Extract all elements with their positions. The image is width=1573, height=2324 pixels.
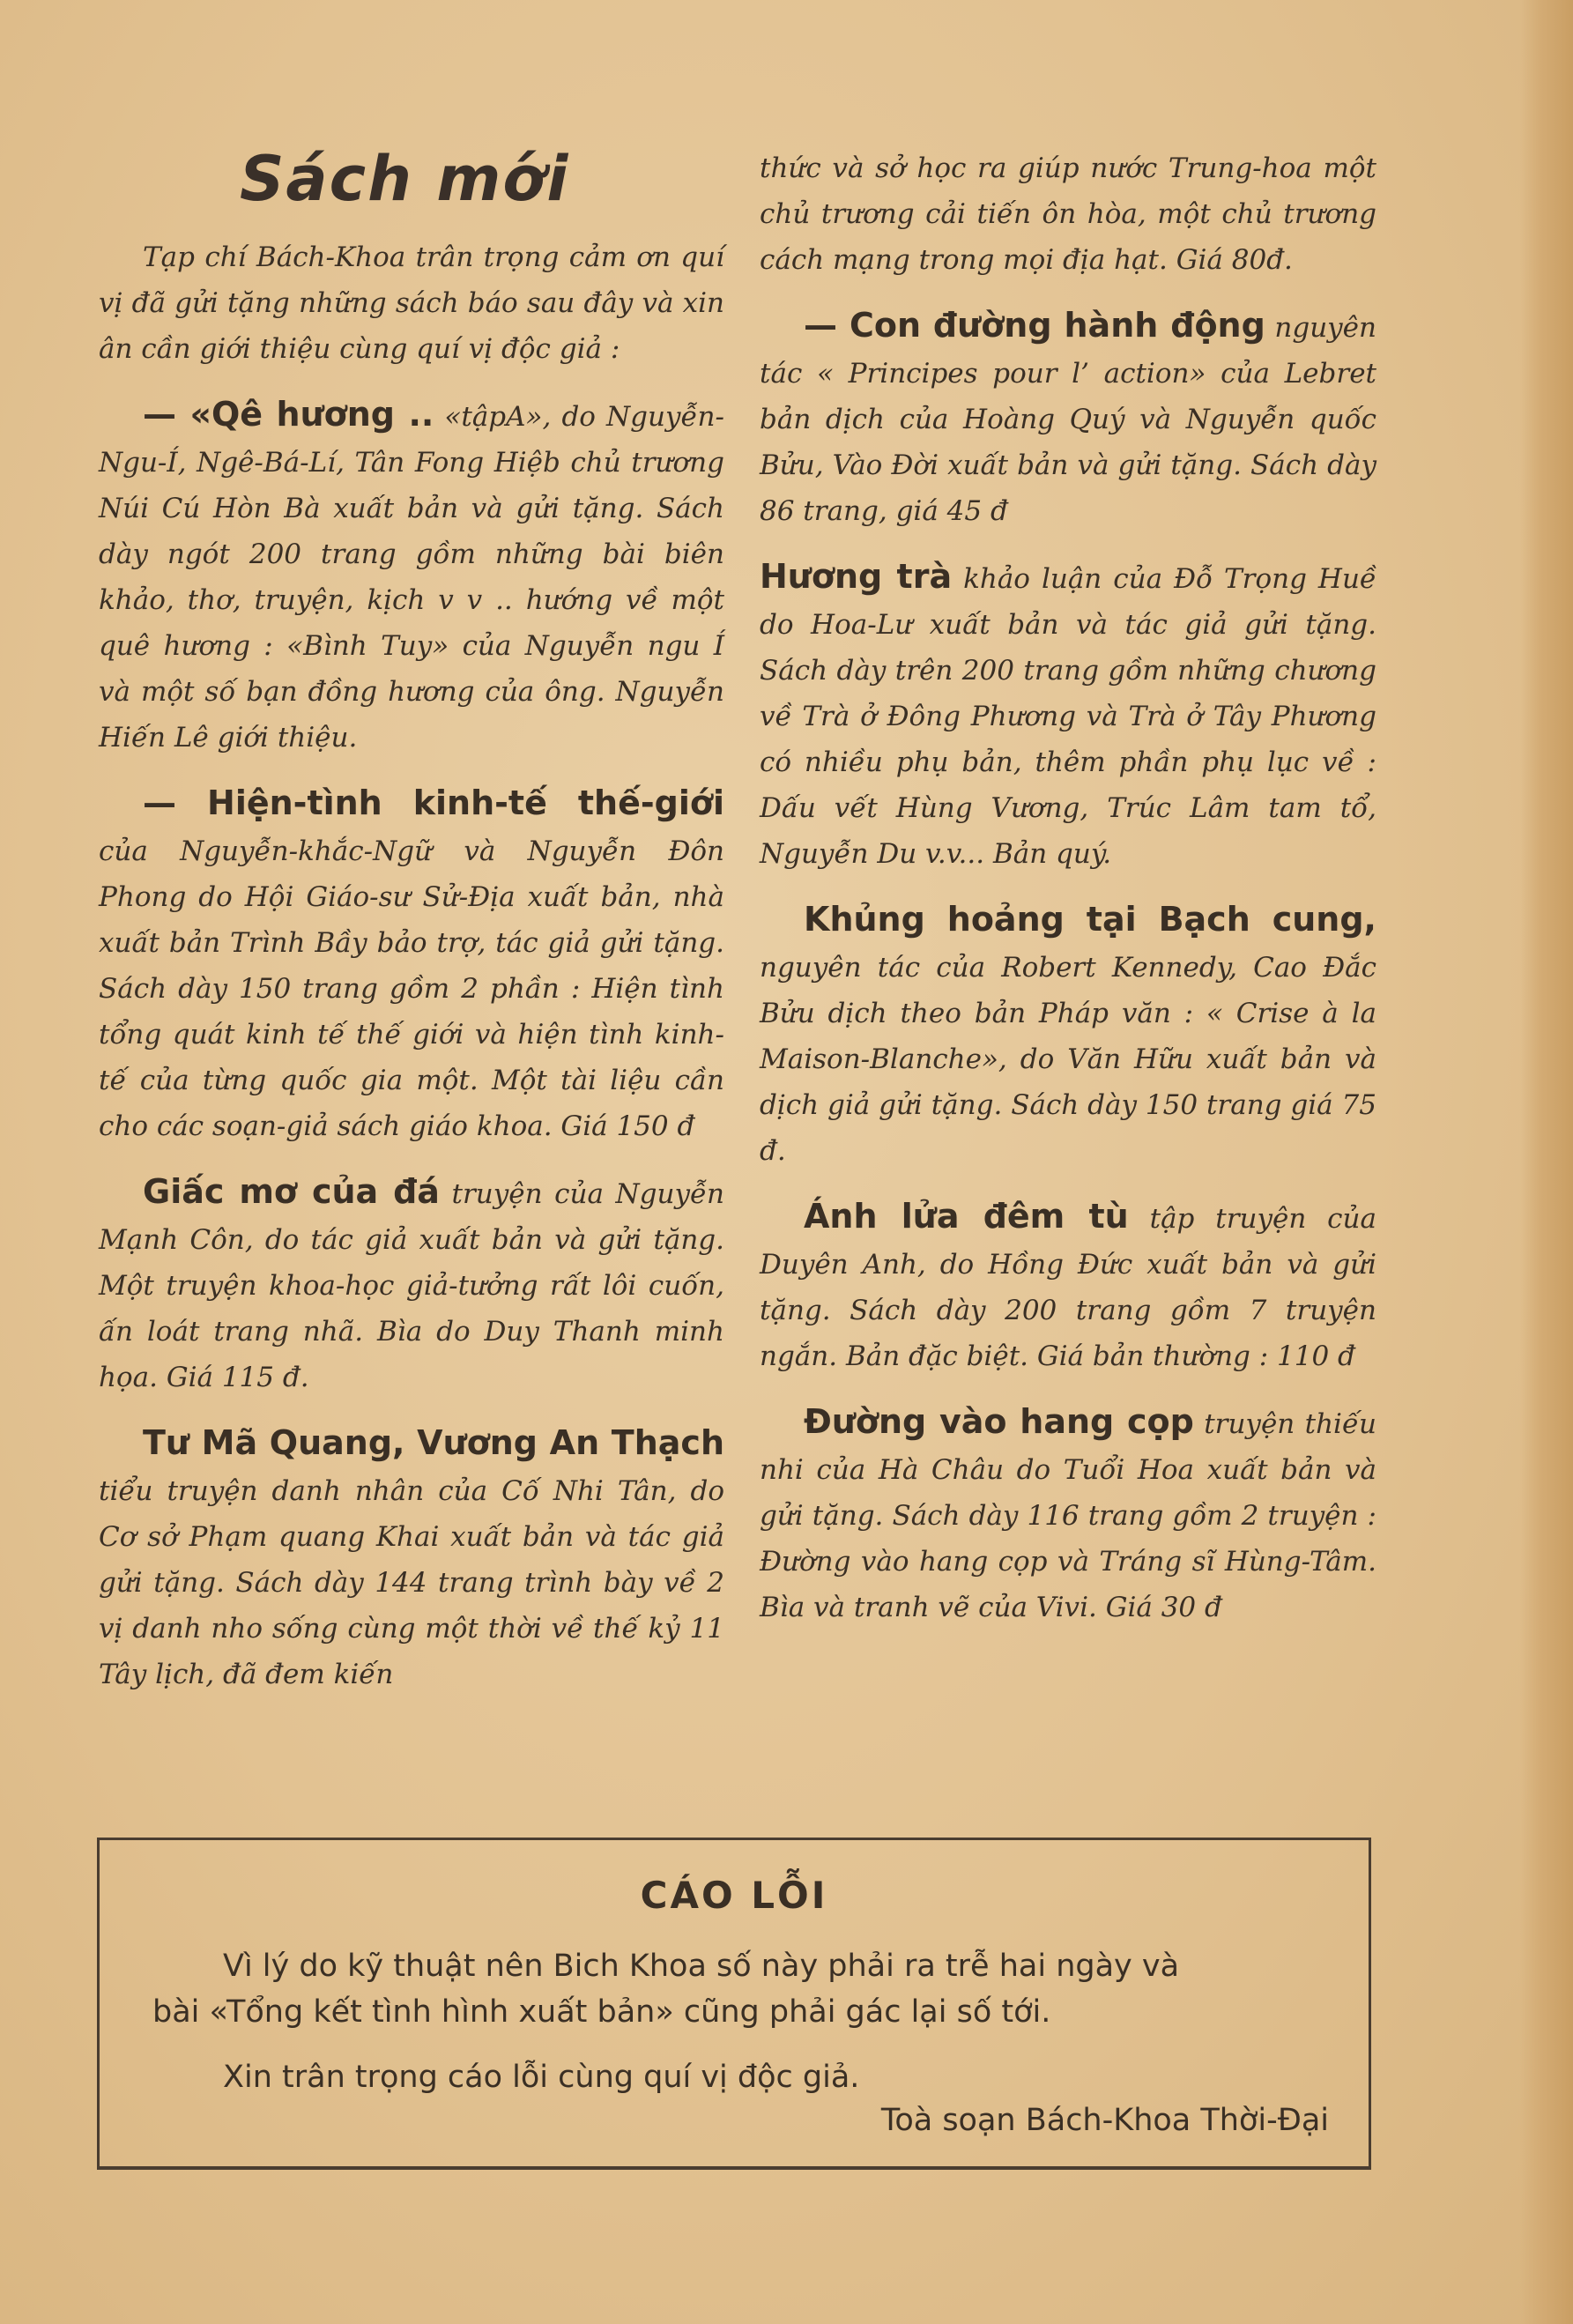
book-title: Hương trà	[760, 557, 953, 596]
notice-box	[97, 1838, 1371, 2170]
notice-line-1: Vì lý do kỹ thuật nên Bich Khoa số này phải ra trễ hai ngày và	[223, 1949, 1180, 1984]
book-entry-tu-ma-quang	[99, 1420, 724, 1697]
book-title: Khủng hoảng tại Bạch cung,	[804, 900, 1376, 939]
continued-text: thức và sở học ra giúp nước Trung-hoa một chủ trương cải tiến ôn hòa, một chủ trương cách mạng trong mọi địa hạt. Giá 80đ.	[760, 152, 1376, 276]
book-desc: truyện của Nguyễn Mạnh Côn, do tác giả xuất bản và gửi tặng. Một truyện khoa-học giả-tưởng rất lôi cuốn, ấn loát trang nhã. Bìa do Duy Thanh minh họa. Giá 115 đ.	[99, 1178, 724, 1393]
intro-paragraph: Tạp chí Bách-Khoa trân trọng cảm ơn quí vị đã gửi tặng những sách báo sau đây và xin ân cần giới thiệu cùng quí vị độc giả :	[99, 241, 724, 365]
book-entry-anh-lua	[760, 1193, 1376, 1379]
book-entry-que-huong	[99, 391, 724, 761]
page-title: Sách mới	[240, 143, 570, 215]
notice-signature: Toà soạn Bách-Khoa Thời-Đại	[880, 2103, 1329, 2138]
book-entry-khung-hoang	[760, 896, 1376, 1174]
book-desc: tập truyện của Duyên Anh, do Hồng Đức xuất bản và gửi tặng. Sách dày 200 trang gồm 7 truyện ngắn. Bản đặc biệt. Giá bản thường : 110 đ	[760, 1203, 1376, 1372]
notice-line-3: Xin trân trọng cáo lỗi cùng quí vị độc giả.	[223, 2060, 860, 2095]
book-entry-kinh-te	[99, 780, 724, 1149]
right-column	[760, 145, 1376, 1650]
book-desc: nguyên tác « Principes pour l’ action» của Lebret bản dịch của Hoàng Quý và Nguyễn quốc Bửu, Vào Đời xuất bản và gửi tặng. Sách dày 86 trang, giá 45 đ	[760, 312, 1376, 527]
book-title: — Con đường hành động	[804, 306, 1265, 345]
book-title: Giấc mơ của đá	[143, 1172, 440, 1211]
book-desc: khảo luận của Đỗ Trọng Huề do Hoa-Lư xuất bản và tác giả gửi tặng. Sách dày trên 200 trang gồm những chương về Trà ở Đông Phương và Trà ở Tây Phương có nhiều phụ bản, thêm phần phụ lục về : Dấu vết Hùng Vương, Trúc Lâm tam tổ, Nguyễn Du v.v... Bản quý.	[760, 563, 1376, 870]
left-column	[99, 143, 724, 1717]
notice-line-2: bài «Tổng kết tình hình xuất bản» cũng phải gác lại số tới.	[152, 1994, 1051, 2030]
book-desc: truyện thiếu nhi của Hà Châu do Tuổi Hoa xuất bản và gửi tặng. Sách dày 116 trang gồm 2 truyện : Đường vào hang cọp và Tráng sĩ Hùng-Tâm. Bìa và tranh vẽ của Vivi. Giá 30 đ	[760, 1408, 1377, 1623]
book-desc: nguyên tác của Robert Kennedy, Cao Đắc Bửu dịch theo bản Pháp văn : « Crise à la Maison-Blanche», do Văn Hữu xuất bản và dịch giả gửi tặng. Sách dày 150 trang giá 75 đ.	[760, 952, 1376, 1167]
book-title: Tư Mã Quang, Vương An Thạch	[143, 1423, 724, 1462]
notice-heading: CÁO LỖI	[640, 1874, 828, 1917]
book-title: — Hiện-tình kinh-tế thế-giới	[143, 783, 724, 822]
book-desc: của Nguyễn-khắc-Ngữ và Nguyễn Đôn Phong do Hội Giáo-sư Sử-Địa xuất bản, nhà xuất bản Trình Bầy bảo trợ, tác giả gửi tặng. Sách dày 150 trang gồm 2 phần : Hiện tình tổng quát kinh tế thế giới và hiện tình kinh-tế của từng quốc gia một. Một tài liệu cần cho các soạn-giả sách giáo khoa. Giá 150 đ	[99, 835, 724, 1142]
book-desc: «tậpA», do Nguyễn-Ngu-Í, Ngê-Bá-Lí, Tân Fong Hiệb chủ trương Núi Cú Hòn Bà xuất bản và gửi tặng. Sách dày ngót 200 trang gồm những bài biên khảo, thơ, truyện, kịch v v .. hướng về một quê hương : «Bình Tuy» của Nguyễn ngu Í và một số bạn đồng hương của ông. Nguyễn Hiến Lê giới thiệu.	[99, 401, 724, 754]
book-entry-duong-vao	[760, 1399, 1376, 1630]
book-entry-huong-tra	[760, 553, 1376, 877]
book-title: — «Qê hương ..	[143, 395, 434, 434]
paper-edge	[1520, 0, 1573, 2324]
book-title: Đường vào hang cọp	[804, 1402, 1194, 1441]
book-entry-con-duong	[760, 302, 1376, 534]
book-entry-giac-mo	[99, 1169, 724, 1400]
book-desc: tiểu truyện danh nhân của Cố Nhi Tân, do Cơ sở Phạm quang Khai xuất bản và tác giả gửi tặng. Sách dày 144 trang trình bày về 2 vị danh nho sống cùng một thời về thế kỷ 11 Tây lịch, đã đem kiến	[99, 1475, 724, 1690]
book-title: Ánh lửa đêm tù	[804, 1197, 1129, 1236]
